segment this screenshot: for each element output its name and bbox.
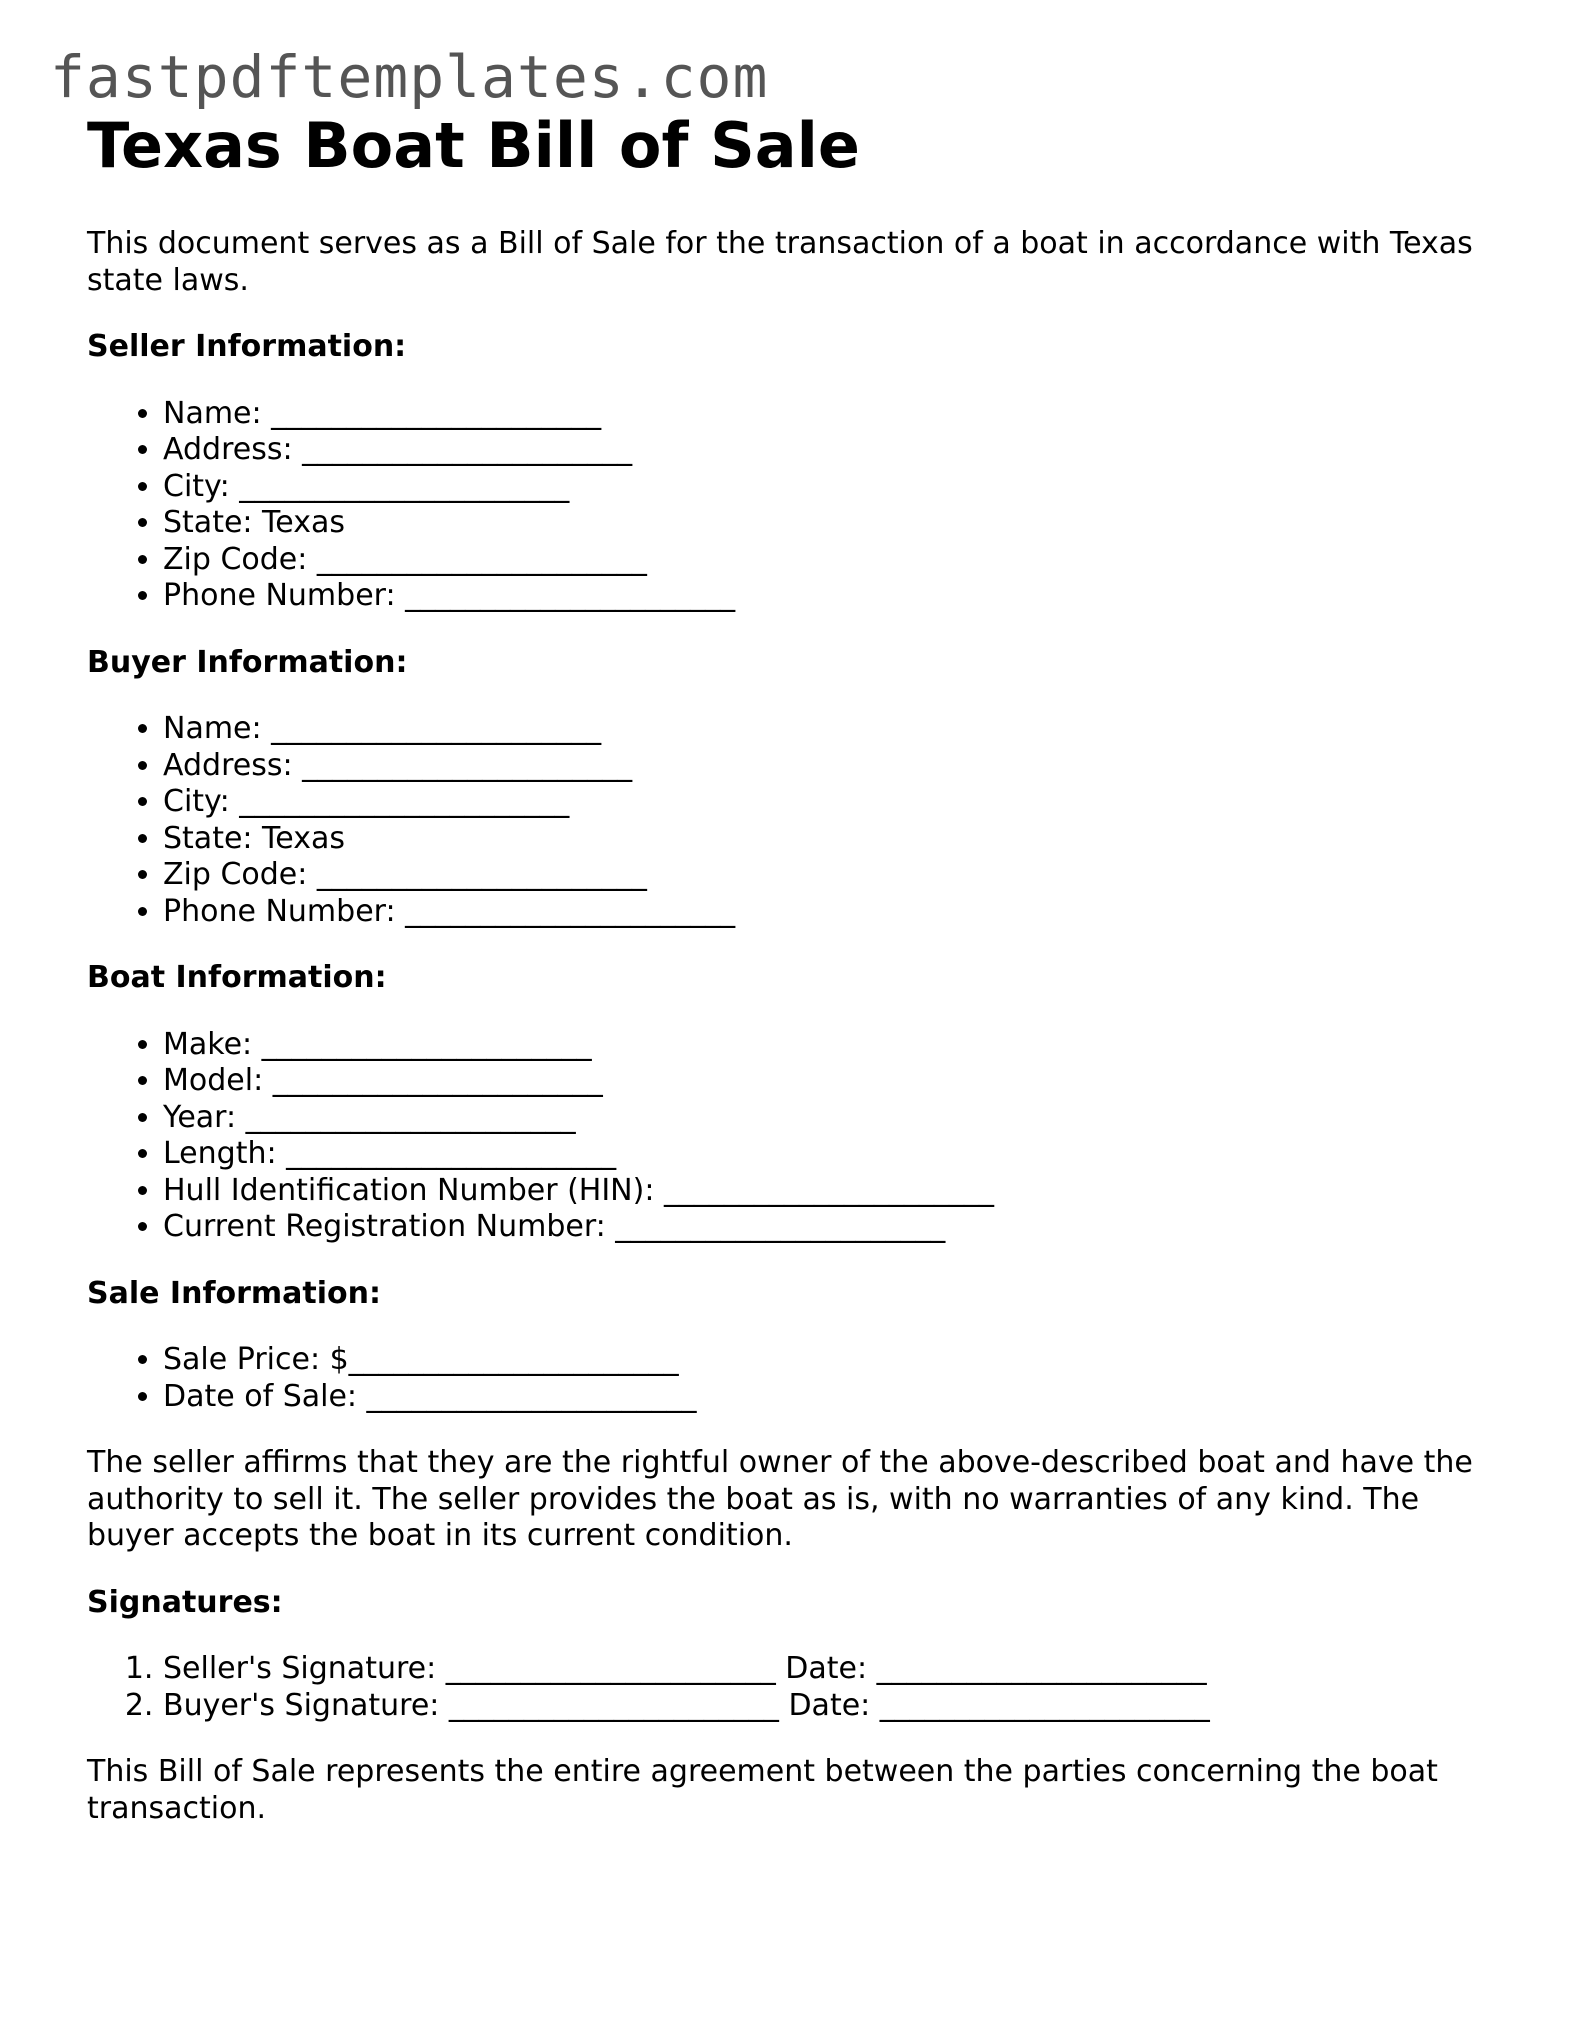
sale-price-field: • Sale Price: $______________________ <box>163 1342 1487 1379</box>
boat-make-field: • Make: ______________________ <box>163 1027 1487 1064</box>
seller-phone-field: • Phone Number: ______________________ <box>163 578 1487 615</box>
boat-model-field: • Model: ______________________ <box>163 1063 1487 1100</box>
watermark: fastpdftemplates.com <box>50 43 769 111</box>
boat-registration-field: • Current Registration Number: ______________________ <box>163 1209 1487 1246</box>
signatures-list <box>87 1651 1487 1724</box>
seller-address-field: • Address: ______________________ <box>163 432 1487 469</box>
signatures-heading: Signatures: <box>87 1584 283 1620</box>
affirmation-paragraph: The seller affirms that they are the rightful owner of the above-described boat and have the authority to sell it. The seller provides the boat as is, with no warranties of any kind. The buyer accepts the boat in its current condition. <box>87 1445 1473 1553</box>
boat-hin-field: • Hull Identification Number (HIN): ______________________ <box>163 1173 1487 1210</box>
buyer-signature-line: 2. Buyer's Signature: ______________________ Date: ______________________ <box>163 1688 1487 1725</box>
buyer-city-field: • City: ______________________ <box>163 784 1487 821</box>
buyer-phone-field: • Phone Number: ______________________ <box>163 894 1487 931</box>
seller-signature-line: 1. Seller's Signature: ______________________ Date: ______________________ <box>163 1651 1487 1688</box>
boat-list <box>87 1027 1487 1246</box>
document-body <box>87 226 1487 1857</box>
boat-heading: Boat Information: <box>87 960 387 995</box>
buyer-zip-field: • Zip Code: ______________________ <box>163 857 1487 894</box>
intro-paragraph: This document serves as a Bill of Sale for the transaction of a boat in accordance with Texas state laws. <box>87 226 1473 298</box>
seller-list <box>87 396 1487 615</box>
closing-paragraph: This Bill of Sale represents the entire agreement between the parties concerning the boat transaction. <box>87 1754 1438 1826</box>
boat-length-field: • Length: ______________________ <box>163 1136 1487 1173</box>
sale-list <box>87 1342 1487 1415</box>
sale-date-field: • Date of Sale: ______________________ <box>163 1379 1487 1416</box>
seller-zip-field: • Zip Code: ______________________ <box>163 542 1487 579</box>
buyer-heading: Buyer Information: <box>87 644 408 680</box>
buyer-address-field: • Address: ______________________ <box>163 748 1487 785</box>
boat-year-field: • Year: ______________________ <box>163 1100 1487 1137</box>
seller-city-field: • City: ______________________ <box>163 469 1487 506</box>
seller-heading: Seller Information: <box>87 329 407 364</box>
buyer-list <box>87 711 1487 930</box>
sale-heading: Sale Information: <box>87 1275 381 1311</box>
buyer-name-field: • Name: ______________________ <box>163 711 1487 748</box>
seller-state-field: • State: Texas <box>163 505 1487 542</box>
seller-name-field: • Name: ______________________ <box>163 396 1487 433</box>
page-title: Texas Boat Bill of Sale <box>87 109 860 182</box>
buyer-state-field: • State: Texas <box>163 821 1487 858</box>
